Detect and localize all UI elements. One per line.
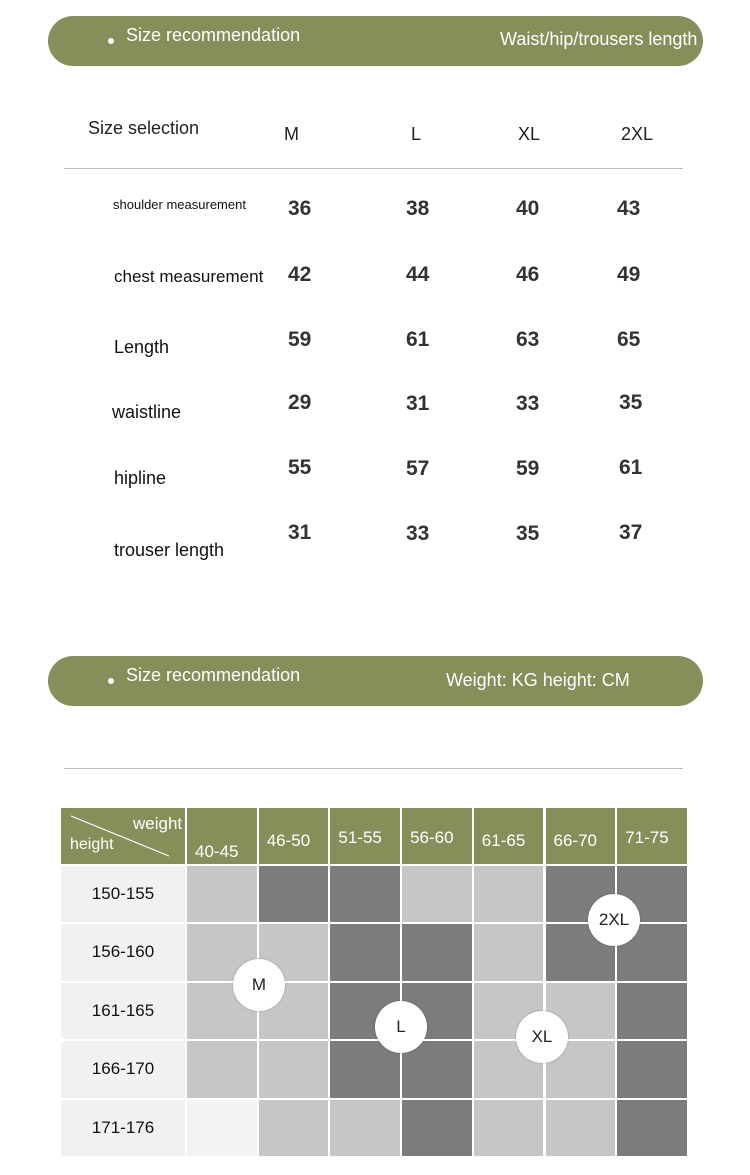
size-banner-top <box>48 16 703 66</box>
grid-cell <box>187 1100 257 1156</box>
weight-header-66-70 <box>546 808 616 864</box>
height-label-161-165: 161-165 <box>61 983 185 1039</box>
size-header-xl: XL <box>518 124 541 144</box>
grid-cell <box>474 924 544 980</box>
value-waistline-l: 31 <box>406 392 430 415</box>
row-label-length: Length <box>114 337 170 357</box>
value-trouser-2xl: 37 <box>619 521 643 544</box>
weight-header-46-50 <box>259 808 329 864</box>
grid-cell <box>402 866 472 922</box>
value-shoulder-l: 38 <box>406 197 430 220</box>
height-label-150-155: 150-155 <box>61 866 185 922</box>
bullet-dot-icon <box>108 678 114 684</box>
value-shoulder-xl: 40 <box>516 197 540 220</box>
size-header-l: L <box>411 124 422 144</box>
value-chest-xl: 46 <box>516 263 540 286</box>
value-trouser-l: 33 <box>406 522 430 545</box>
value-trouser-m: 31 <box>288 521 312 544</box>
row-label-waistline: waistline <box>112 402 182 422</box>
value-length-m: 59 <box>288 328 312 351</box>
banner-subtitle: Weight: KG height: CM <box>446 670 630 690</box>
value-trouser-xl: 35 <box>516 522 540 545</box>
table-divider <box>64 168 683 169</box>
grid-cell <box>259 1100 329 1156</box>
grid-cell <box>330 924 400 980</box>
grid-corner-cell <box>61 808 185 864</box>
size-bubble-m: M <box>233 959 285 1011</box>
weight-header-label: 56-60 <box>410 828 454 847</box>
weight-header-label: 61-65 <box>481 831 526 850</box>
value-shoulder-m: 36 <box>288 197 312 220</box>
value-waistline-m: 29 <box>288 391 312 414</box>
grid-cell <box>474 1100 544 1156</box>
grid-cell <box>259 1041 329 1097</box>
value-hipline-2xl: 61 <box>619 456 643 479</box>
grid-cell <box>330 866 400 922</box>
height-label-156-160: 156-160 <box>61 924 185 980</box>
value-length-2xl: 65 <box>617 328 641 351</box>
grid-cell <box>617 1041 687 1097</box>
grid-cell <box>402 1100 472 1156</box>
height-label-171-176: 171-176 <box>61 1100 185 1156</box>
row-label-hipline: hipline <box>114 468 167 488</box>
weight-header-label: 46-50 <box>266 831 311 850</box>
size-bubble-xl: XL <box>516 1011 568 1063</box>
value-chest-m: 42 <box>288 263 312 286</box>
size-selection-label: Size selection <box>88 118 200 138</box>
grid-cell <box>617 1100 687 1156</box>
value-hipline-xl: 59 <box>516 457 540 480</box>
grid-cell <box>546 1100 616 1156</box>
corner-height-label: height <box>70 836 114 853</box>
value-hipline-m: 55 <box>288 456 312 479</box>
value-waistline-xl: 33 <box>516 392 540 415</box>
value-shoulder-2xl: 43 <box>617 197 641 220</box>
weight-header-51-55 <box>330 808 400 864</box>
value-chest-2xl: 49 <box>617 263 641 286</box>
row-label-shoulder: shoulder measurement <box>113 197 246 212</box>
corner-weight-label: weight <box>133 814 183 833</box>
grid-cell <box>259 866 329 922</box>
grid-cell <box>402 924 472 980</box>
weight-header-label: 66-70 <box>553 831 597 850</box>
size-bubble-2xl: 2XL <box>588 894 640 946</box>
banner-subtitle: Waist/hip/trousers length <box>500 29 698 49</box>
grid-cell <box>617 983 687 1039</box>
size-header-m: M <box>284 124 299 144</box>
section-divider <box>64 768 683 769</box>
height-label-166-170: 166-170 <box>61 1041 185 1097</box>
bullet-dot-icon <box>108 38 114 44</box>
size-header-2xl: 2XL <box>621 124 654 144</box>
value-hipline-l: 57 <box>406 457 430 480</box>
size-banner-bottom <box>48 656 703 706</box>
value-length-xl: 63 <box>516 328 540 351</box>
weight-header-61-65 <box>474 808 544 864</box>
value-chest-l: 44 <box>406 263 430 286</box>
size-recommendation-grid <box>61 808 687 1156</box>
value-waistline-2xl: 35 <box>619 391 643 414</box>
grid-cell <box>187 1041 257 1097</box>
weight-header-56-60 <box>402 808 472 864</box>
weight-header-label: 40-45 <box>195 842 239 861</box>
grid-cell <box>187 866 257 922</box>
row-label-chest: chest measurement <box>114 267 264 286</box>
weight-header-label: 71-75 <box>625 828 669 847</box>
row-label-trouser-length: trouser length <box>114 540 225 560</box>
size-bubble-l: L <box>375 1001 427 1053</box>
weight-header-label: 51-55 <box>338 828 382 847</box>
banner-title: Size recommendation <box>126 25 301 45</box>
weight-header-71-75 <box>617 808 687 864</box>
grid-cell <box>330 1100 400 1156</box>
weight-header-40-45 <box>187 808 257 864</box>
grid-cell <box>474 866 544 922</box>
value-length-l: 61 <box>406 328 430 351</box>
banner-title: Size recommendation <box>126 665 301 685</box>
